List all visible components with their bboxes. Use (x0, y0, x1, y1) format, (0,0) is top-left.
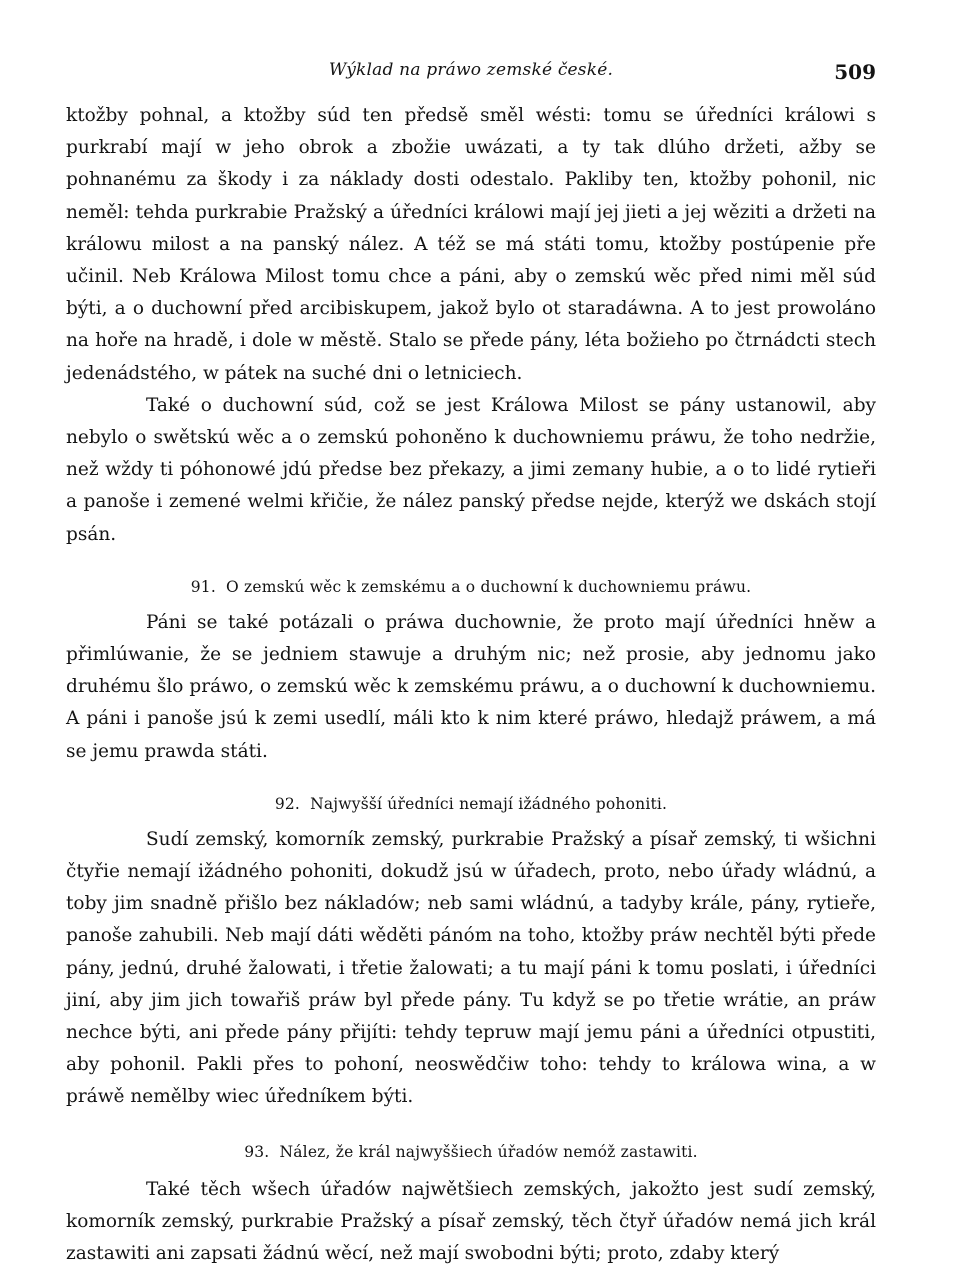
section-heading-92 (66, 792, 876, 816)
section-text-91: Páni se také potázali o práwa duchownie, že proto mají úředníci hněw a přimlúwanie, že se jedniem stawuje a druhým nic; než prosie, aby jednomu jako druhému šlo práwo, o zemskú wěc k zemskému práwu, a o duchowní k duchowniemu. A páni i panoše jsú k zemi usedlí, máli kto k nim které práwo, hledajž práwem, a má se jemu prawda státi. (66, 611, 876, 762)
section-title: Najwyšší úředníci nemají ižádného pohoniti. (310, 794, 668, 813)
section-text-92: Sudí zemský, komorník zemský, purkrabie Pražský a písař zemský, ti wšichni čtyřie nemají ižádného pohoniti, dokudž jsú w úřadech, proto, nebo úřady wládnú, a toby jim snadně přišlo bez nákladów; neb sami wládnú, a tadyby krále, pány, rytieře, panoše zahubili. Neb mají dáti wěděti pánóm na toho, ktožby práw nechtěl býti přede pány, jednú, druhé žalowati, i třetie žalowati; a tu mají páni k tomu poslati, i úředníci jiní, aby jim jich towařiš práw byl přede pány. Tu když se po třetie wrátie, an práw nechce býti, ani přede pány přijíti: tehdy tepruw mají jemu páni a úředníci otpustiti, aby pohonil. Pakli přes to pohoní, neoswědčiw toho: tehdy to králowa wina, a w práwě nemělby wiec úředníkem býti. (66, 828, 876, 1108)
page-header (66, 60, 876, 90)
body-text (66, 100, 876, 1270)
section-text-93: Také těch wšech úřadów najwětšiech zemských, jakožto jest sudí zemský, komorník zemský, purkrabie Pražský a písař zemský, těch čtyř úřadów nemá jich král zastawiti ani zapsati žádnú wěcí, než mají swobodni býti; proto, zdaby který (66, 1178, 876, 1265)
section-title: O zemskú wěc k zemskému a o duchowní k duchowniemu práwu. (225, 577, 752, 596)
section-number: 91. (190, 577, 216, 596)
paragraph: Také o duchowní súd, což se jest Králowa Milost se pány ustanowil, aby nebylo o swětskú wěc a o zemskú pohoněno k duchowniemu práwu, že toho nedržie, než wždy ti póhonowé jdú předse bez překazy, a jimi zemany hubie, a o to lidé rytieři a panoše i zemené welmi křičie, že nález panský předse nejde, kterýž we dskách stojí psán. (66, 394, 876, 545)
section-heading-91 (66, 575, 876, 599)
section-title: Nález, že král najwyššiech úřadów nemóž zastawiti. (279, 1142, 698, 1161)
section-heading-93 (66, 1140, 876, 1164)
page-number: 509 (834, 60, 876, 84)
running-title: Wýklad na práwo zemské české. (328, 60, 614, 80)
paragraph-continued: ktožby pohnal, a ktožby súd ten předsě směl wésti: tomu se úředníci králowi s purkrabí mají w jeho obrok a zbožie uwázati, a ty tak dlúho držeti, ažby se pohnanému za škody i za náklady dosti odestalo. Pakliby ten, ktožby pohonil, nic neměl: tehda purkrabie Pražský a úředníci králowi mají jej jieti a jej wěziti a držeti na králowu milost a na panský nález. A též se má státi tomu, ktožby postúpenie pře učinil. Neb Králowa Milost tomu chce a páni, aby o zemskú wěc před nimi měl súd býti, a o duchowní před arcibiskupem, jakož bylo ot staradáwna. A to jest prowoláno na hoře na hradě, i dole w městě. Stalo se přede pány, léta božieho po čtrnádcti stech jedenádstého, w pátek na suché dni o letniciech. (66, 105, 876, 384)
section-number: 93. (244, 1142, 270, 1161)
section-number: 92. (274, 794, 301, 813)
